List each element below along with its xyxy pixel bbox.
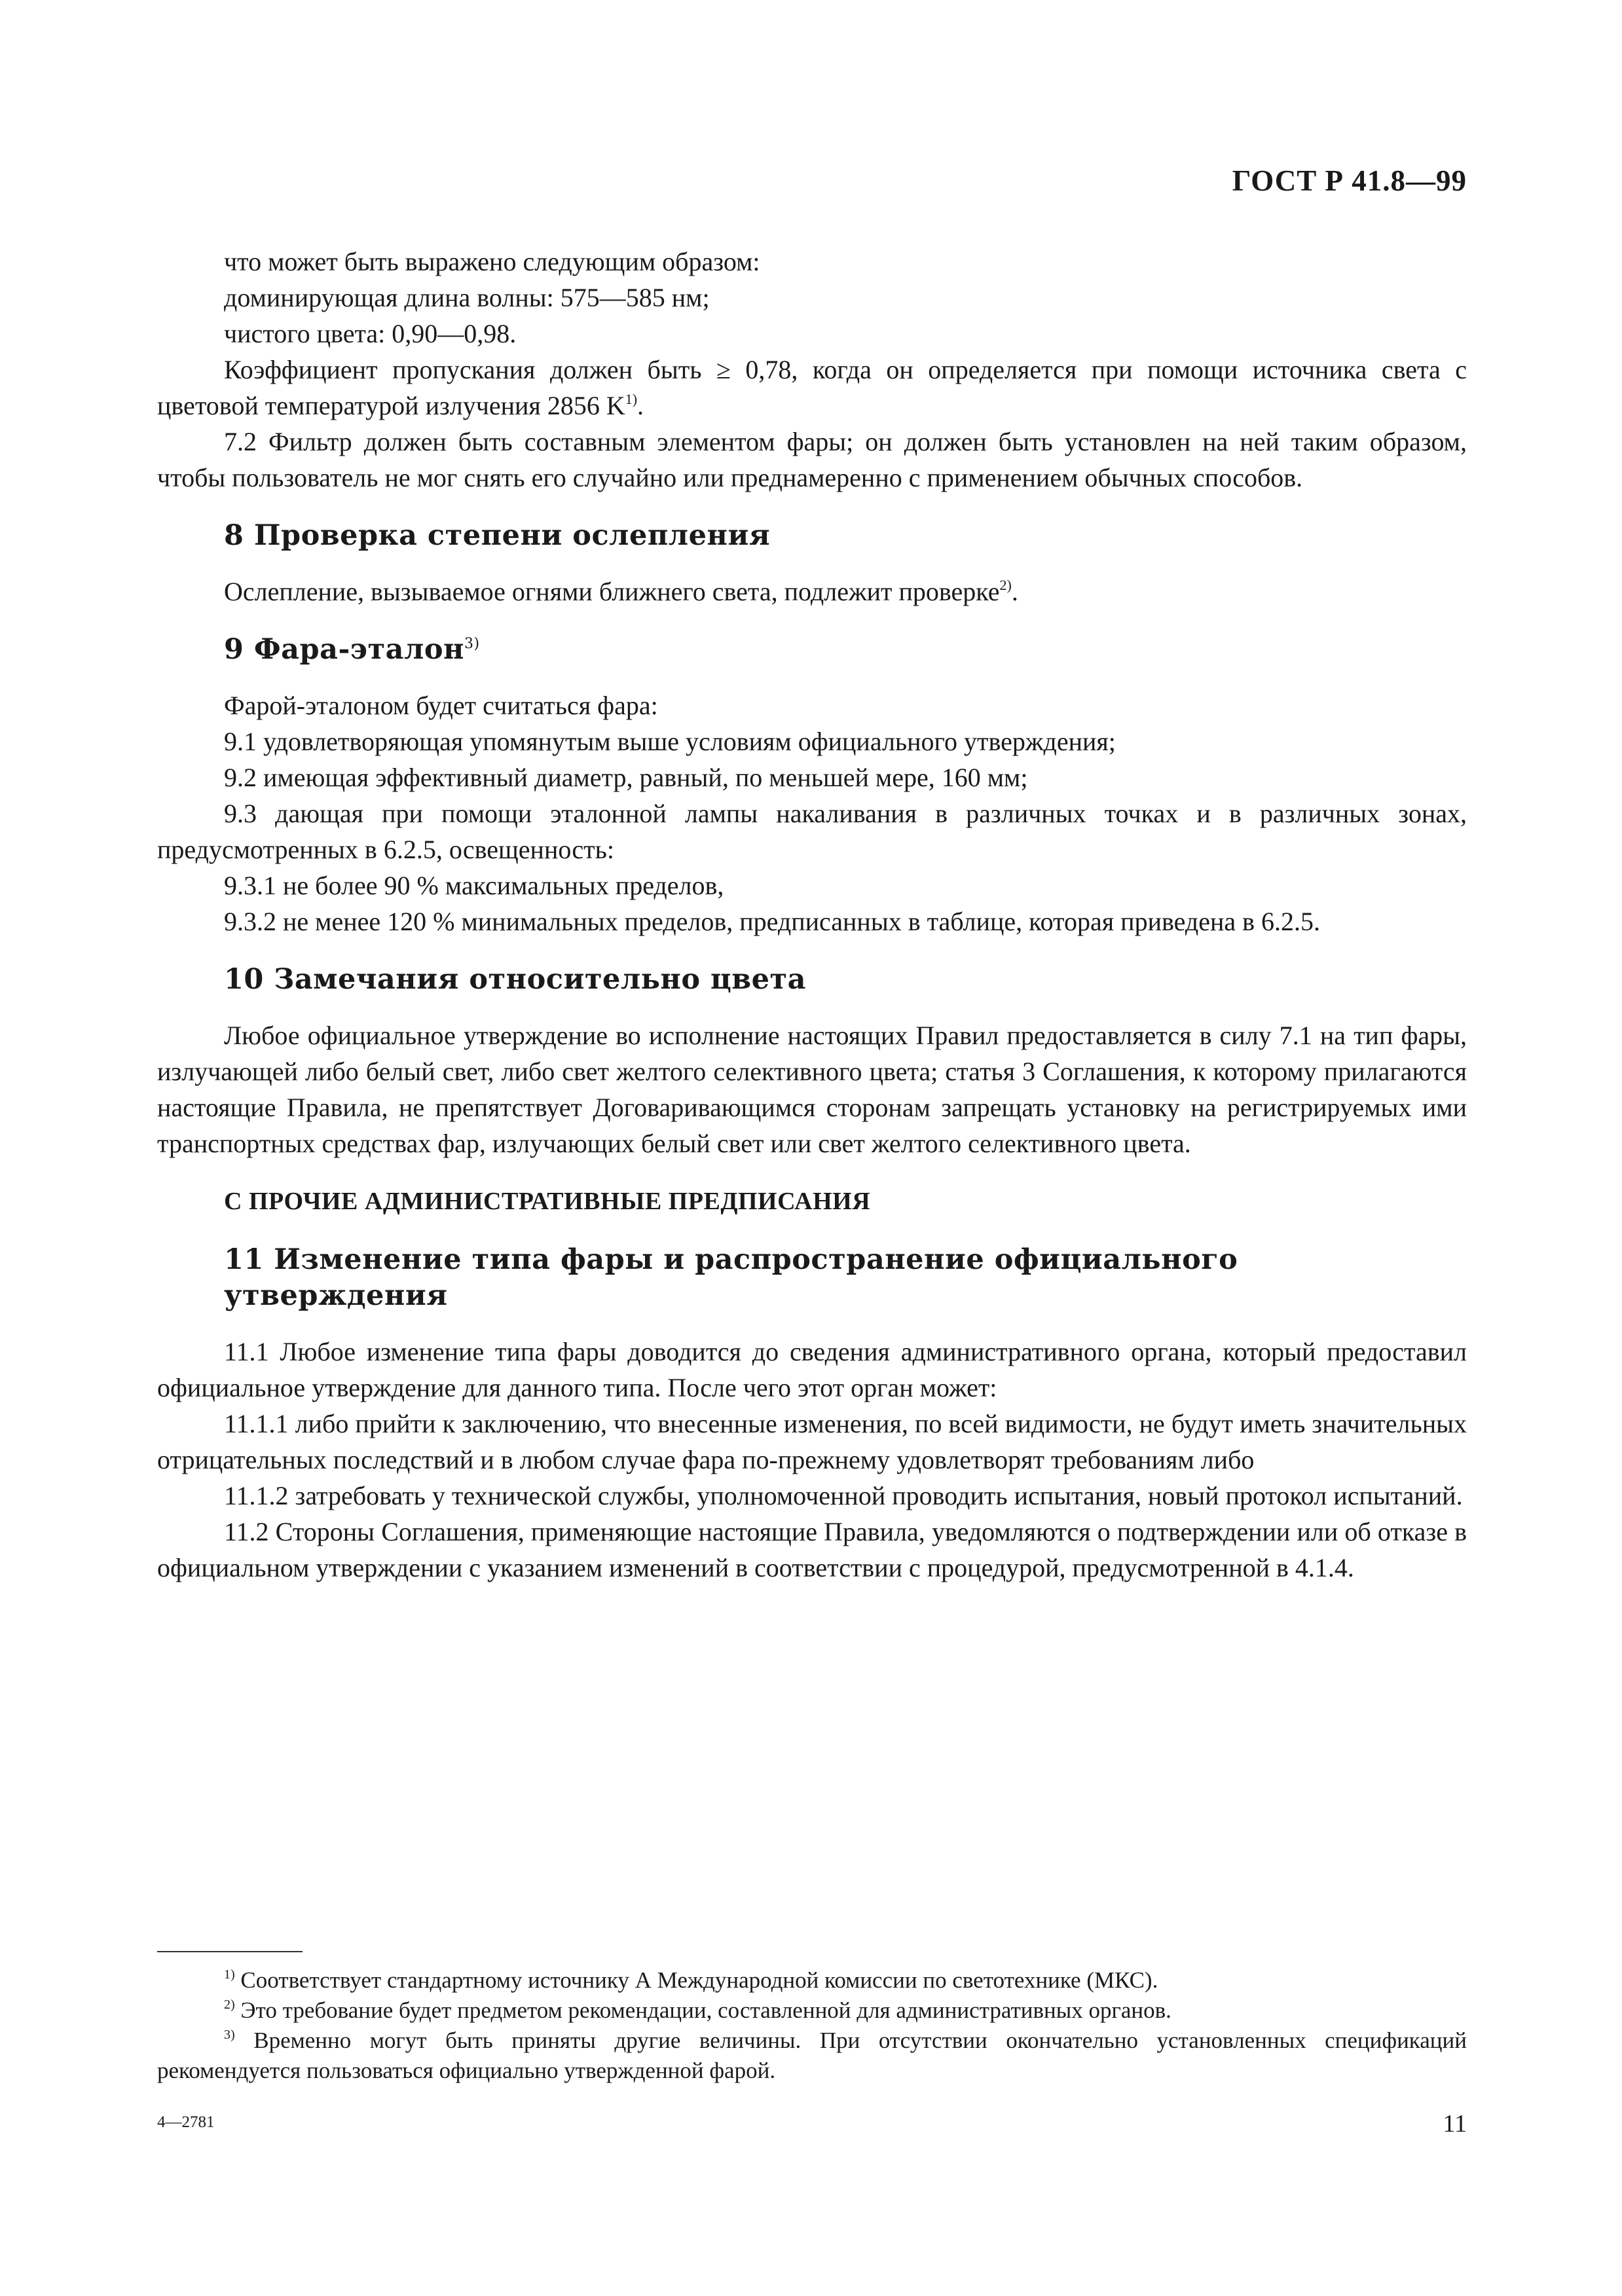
paragraph: Фарой-эталоном будет считаться фара: [224, 691, 658, 720]
paragraph: Любое официальное утверждение во исполнение настоящих Правил предоставляется в силу 7.1 на тип фары, излучающей либо белый свет, либо свет желтого селективного цвета; статья 3 Соглашения, к которому прилагаются настоящие Правила, не препятствует Договаривающимся сторонам запрещать установку на регистрируемых ими транспортных средствах фар, излучающих белый свет или свет желтого селективного цвета. [157, 1021, 1467, 1158]
footnote-ref: 2) [999, 577, 1012, 593]
footnote [157, 1965, 1467, 1995]
paragraph-text: . [1011, 577, 1018, 606]
section-heading-11: 11 Изменение типа фары и распространение официального утверждения [224, 1243, 1238, 1312]
footnote-ref: 3) [464, 636, 480, 652]
footnote-divider [157, 1951, 303, 1952]
section-heading-10: 10 Замечания относительно цвета [224, 963, 807, 996]
paragraph: 9.3 дающая при помощи эталонной лампы накаливания в различных точках и в различных зонах, предусмотренных в 6.2.5, освещенность: [157, 799, 1467, 864]
footnote-text: Временно могут быть приняты другие величины. При отсутствии окончательно установленных спецификаций рекомендуется пользоваться официально утвержденной фарой. [157, 2028, 1467, 2083]
document-header: ГОСТ Р 41.8—99 [1232, 164, 1467, 197]
section-heading-9 [157, 632, 1467, 668]
footnote-ref: 1) [625, 391, 638, 407]
section-heading-8: 8 Проверка степени ослепления [224, 519, 771, 552]
paragraph-text: . [637, 391, 644, 420]
footnote-text: Это требование будет предметом рекомендации, составленной для административных органов. [240, 1997, 1171, 2023]
footnotes [157, 1965, 1467, 2086]
paragraph-text: Ослепление, вызываемое огнями ближнего света, подлежит проверке [224, 577, 1000, 606]
paragraph: 11.1 Любое изменение типа фары доводится до сведения административного органа, который предоставил официальное утверждение для данного типа. После чего этот орган может: [157, 1337, 1467, 1402]
footnote-mark: 1) [224, 1967, 235, 1982]
paragraph: доминирующая длина волны: 575—585 нм; [224, 283, 710, 312]
document-page [157, 0, 1467, 2296]
paragraph: 9.1 удовлетворяющая упомянутым выше условиям официального утверждения; [224, 727, 1116, 756]
paragraph: 11.2 Стороны Соглашения, применяющие настоящие Правила, уведомляются о подтверждении или об отказе в официальном утверждении с указанием изменений в соответствии с процедурой, предусмотренной в 4.1.4. [157, 1517, 1467, 1582]
page-number: 11 [1443, 2110, 1467, 2138]
part-heading-c: C ПРОЧИЕ АДМИНИСТРАТИВНЫЕ ПРЕДПИСАНИЯ [224, 1188, 871, 1215]
footnote [157, 1995, 1467, 2026]
paragraph: 9.3.1 не более 90 % максимальных пределов, [224, 871, 724, 900]
footnote-text: Соответствует стандартному источнику А Международной комиссии по светотехнике (МКС). [240, 1967, 1158, 1993]
paragraph: чистого цвета: 0,90—0,98. [224, 319, 517, 348]
footnote-mark: 3) [224, 2028, 235, 2042]
paragraph: 9.2 имеющая эффективный диаметр, равный, по меньшей мере, 160 мм; [224, 763, 1028, 792]
paragraph: 11.1.2 затребовать у технической службы, уполномоченной проводить испытания, новый протокол испытаний. [224, 1481, 1463, 1510]
paragraph: 11.1.1 либо прийти к заключению, что внесенные изменения, по всей видимости, не будут иметь значительных отрицательных последствий и в любом случае фара по-прежнему удовлетворят требованиям либо [157, 1409, 1467, 1474]
paragraph [157, 352, 1467, 424]
footnote [157, 2026, 1467, 2086]
print-code: 4—2781 [157, 2113, 215, 2131]
heading-text: 9 Фара-эталон [224, 633, 464, 666]
paragraph [157, 574, 1467, 610]
footnote-mark: 2) [224, 1997, 235, 2012]
paragraph-text: Коэффициент пропускания должен быть ≥ 0,78, когда он определяется при помощи источника света с цветовой температурой излучения 2856 K [157, 355, 1467, 420]
paragraph: что может быть выражено следующим образом: [224, 247, 760, 276]
document-body [157, 244, 1467, 1586]
paragraph: 9.3.2 не менее 120 % минимальных пределов, предписанных в таблице, которая приведена в 6.2.5. [224, 907, 1321, 936]
paragraph: 7.2 Фильтр должен быть составным элементом фары; он должен быть установлен на ней таким образом, чтобы пользователь не мог снять его случайно или преднамеренно с применением обычных способов. [157, 427, 1467, 492]
